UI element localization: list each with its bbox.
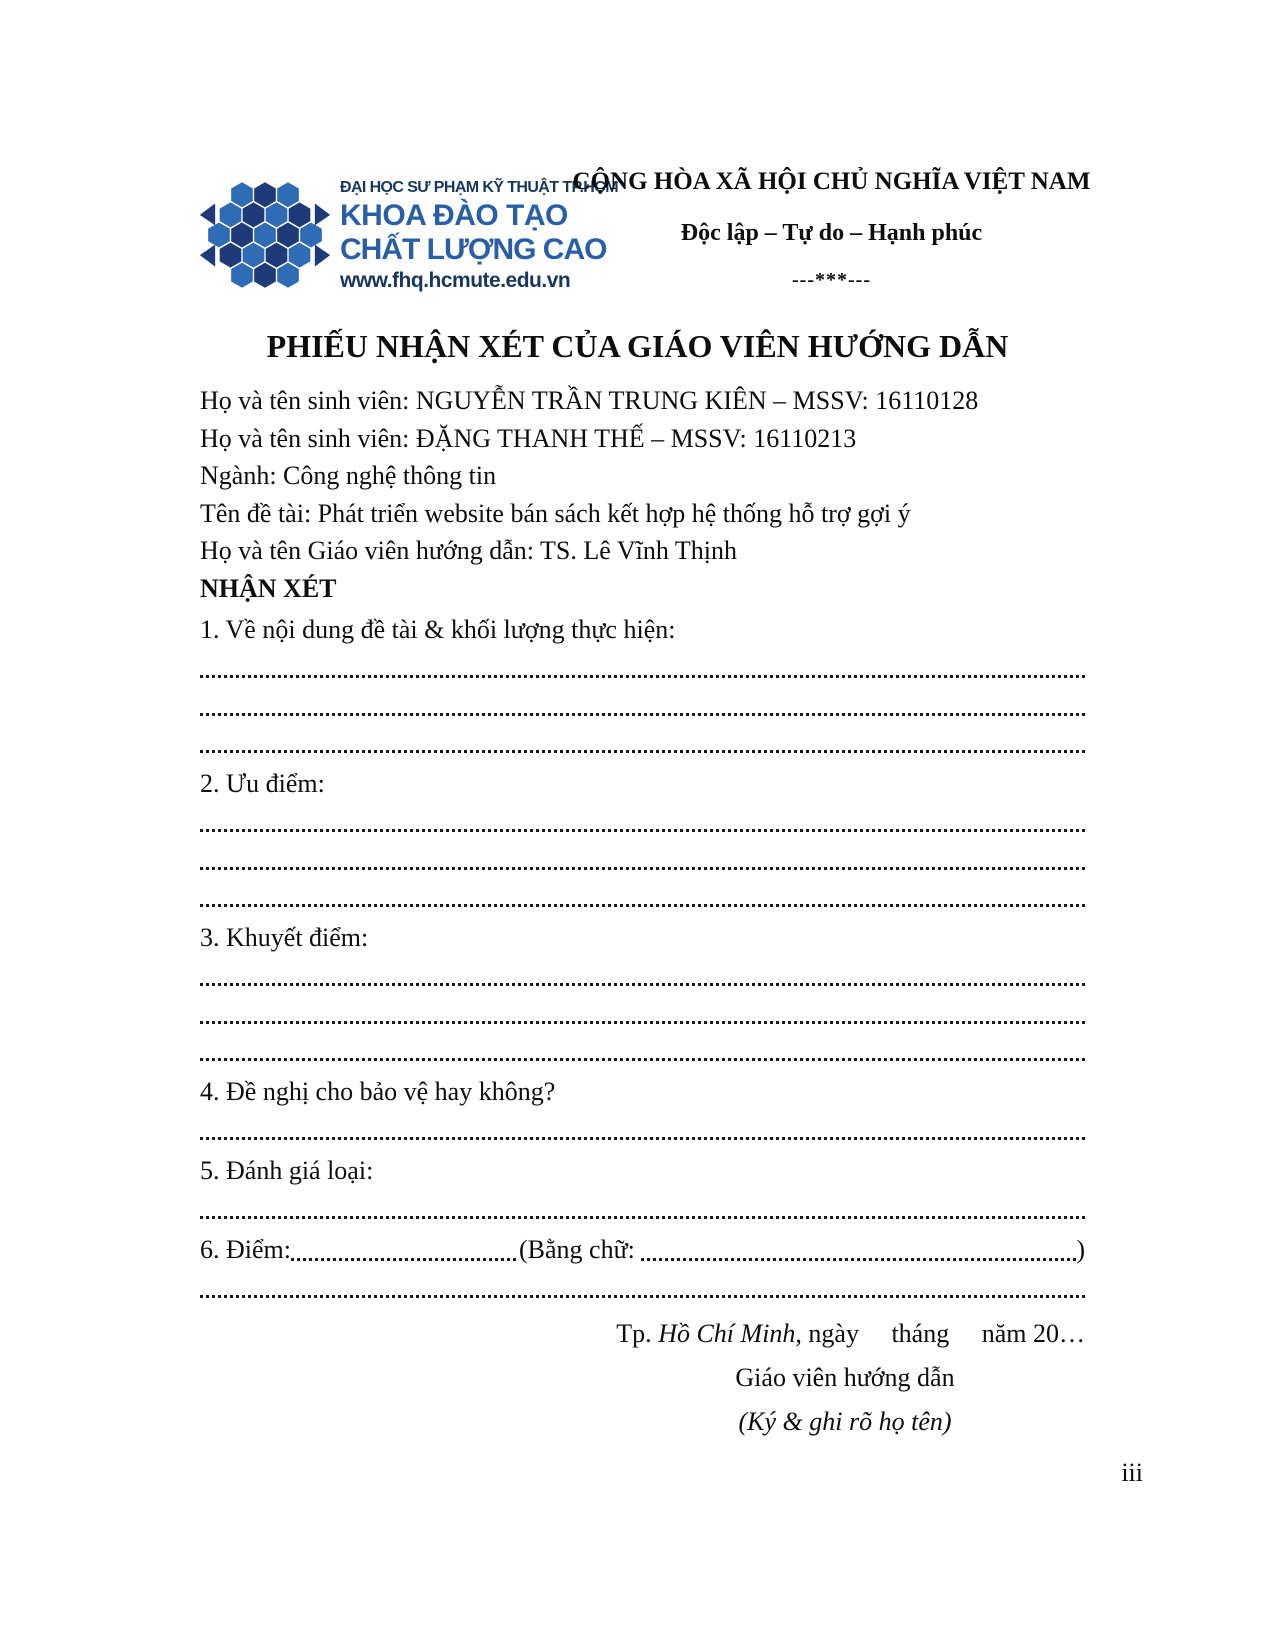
topic-line: Tên đề tài: Phát triển website bán sách kết hợp hệ thống hỗ trợ gợi ý <box>200 498 911 528</box>
major-line: Ngành: Công nghệ thông tin <box>200 461 497 490</box>
hexagon-logo-icon <box>196 160 334 310</box>
dotted-line <box>200 686 1085 724</box>
signature-role: Giáo viên hướng dẫn <box>735 1363 955 1392</box>
section-heading: NHẬN XÉT <box>200 573 337 603</box>
score-close-paren: ) <box>1076 1235 1085 1264</box>
page-number: iii <box>1121 1458 1143 1487</box>
review-item-5-label: 5. Đánh giá loại: <box>200 1156 374 1185</box>
national-header <box>568 160 1095 292</box>
logo-faculty-name-line2: CHẤT LƯỢNG CAO <box>340 232 607 266</box>
page-header <box>196 160 1095 310</box>
logo-faculty-name-line1: KHOA ĐÀO TẠO <box>340 198 568 232</box>
dotted-line <box>200 649 1085 687</box>
dotted-fill <box>641 1231 1076 1269</box>
dotted-line <box>200 840 1085 878</box>
header-separator: ---***--- <box>792 269 871 291</box>
dotted-line <box>200 957 1085 995</box>
document-title: PHIẾU NHẬN XÉT CỦA GIÁO VIÊN HƯỚNG DẪN <box>266 328 1009 364</box>
score-in-words-label: (Bằng chữ: <box>519 1235 642 1264</box>
dotted-fill <box>291 1231 519 1269</box>
signature-place-date <box>605 1312 1085 1356</box>
dotted-line <box>200 1269 1085 1307</box>
score-row <box>200 1231 1085 1269</box>
national-motto: Độc lập – Tự do – Hạnh phúc <box>680 220 983 246</box>
supervisor-line: Họ và tên Giáo viên hướng dẫn: TS. Lê Vĩnh Thịnh <box>200 536 737 565</box>
national-title: CỘNG HÒA XÃ HỘI CHỦ NGHĨA VIỆT NAM <box>572 168 1091 195</box>
place-city: Hồ Chí Minh <box>658 1319 796 1348</box>
university-logo <box>196 160 618 310</box>
place-prefix: Tp. <box>616 1319 659 1348</box>
review-item-4-label: 4. Đề nghị cho bảo vệ hay không? <box>200 1077 556 1106</box>
dotted-line <box>200 994 1085 1032</box>
student-info-line-1: Họ và tên sinh viên: NGUYỄN TRẦN TRUNG KIÊN – MSSV: 16110128 <box>200 386 979 415</box>
signature-note: (Ký & ghi rõ họ tên) <box>738 1407 952 1436</box>
review-item-1-label: 1. Về nội dung đề tài & khối lượng thực hiện: <box>200 615 676 644</box>
logo-website-url: www.fhq.hcmute.edu.vn <box>340 268 571 292</box>
dotted-line <box>200 724 1085 762</box>
document-body <box>200 382 1085 1444</box>
dotted-line <box>200 803 1085 841</box>
score-label: 6. Điểm: <box>200 1235 291 1264</box>
dotted-line <box>200 1032 1085 1070</box>
place-date-blanks: , ngày tháng năm 20… <box>795 1319 1085 1348</box>
signature-block <box>605 1312 1085 1444</box>
review-item-3-label: 3. Khuyết điểm: <box>200 923 369 952</box>
dotted-line <box>200 878 1085 916</box>
logo-university-name: ĐẠI HỌC SƯ PHẠM KỸ THUẬT TP.HCM <box>340 178 618 196</box>
student-info-line-2: Họ và tên sinh viên: ĐẶNG THANH THẾ – MSSV: 16110213 <box>200 423 857 453</box>
dotted-line <box>200 1111 1085 1149</box>
dotted-line <box>200 1190 1085 1228</box>
review-item-2-label: 2. Ưu điểm: <box>200 769 325 798</box>
